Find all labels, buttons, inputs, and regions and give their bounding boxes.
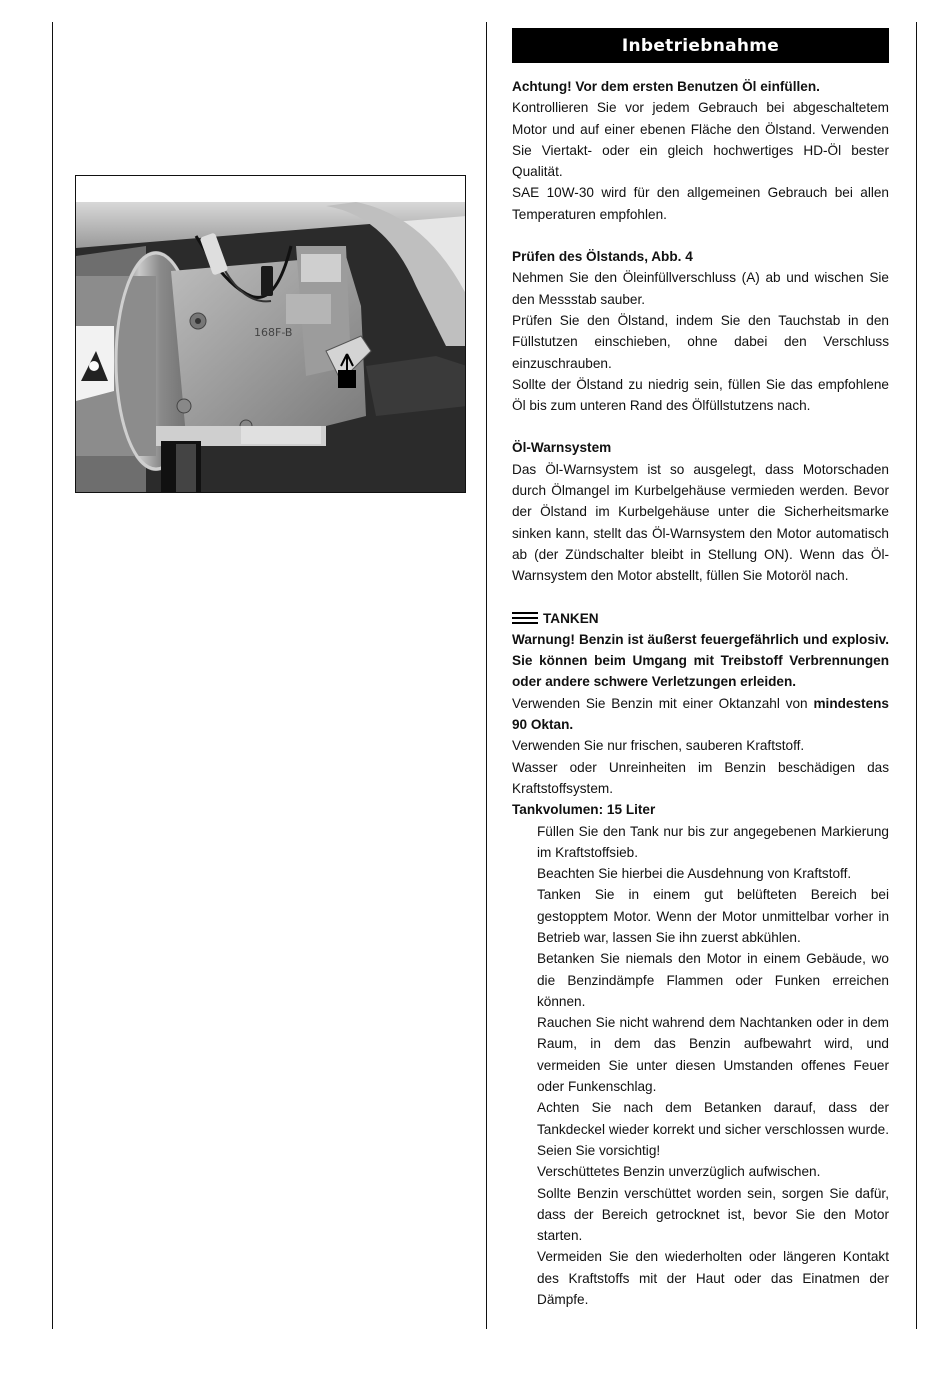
list-item: Sollte Benzin verschüttet worden sein, sorgen Sie dafür, dass der Bereich getrocknet ist, bevor Sie den Motor starten. (537, 1185, 889, 1244)
list-item: Rauchen Sie nicht wahrend dem Nachtanken oder in dem Raum, in dem das Benzin aufbewahrt wird, und vermeiden Sie unter diesen Umstanden offenes Feuer oder Funkenschlag. (537, 1015, 889, 1095)
list-item: Vermeiden Sie den wiederholten oder längeren Kontakt des Kraftstoffs mit der Haut oder das Einatmen der Dämpfe. (537, 1249, 889, 1308)
tank-volume: Tankvolumen: 15 Liter (512, 802, 656, 818)
list-item: Füllen Sie den Tank nur bis zur angegebenen Markierung im Kraftstoffsieb. (537, 823, 889, 860)
octane-text-bold: mindestens 90 Oktan. (512, 695, 889, 733)
engine-marking-text: 168F-B (254, 326, 293, 339)
tanken-list (512, 821, 889, 1311)
list-lines-icon (512, 611, 538, 625)
tanken-heading-row (512, 608, 889, 629)
octane-text (512, 693, 889, 736)
left-margin-rule (52, 22, 53, 1329)
tanken-heading: TANKEN (543, 610, 599, 626)
octane-text-pre: Verwenden Sie Benzin mit einer Oktanzahl von (512, 695, 814, 711)
oil-check-p1: Nehmen Sie den Öleinfüllverschluss (A) ab und wischen Sie den Messstab sauber. (512, 270, 889, 307)
callout-marker-a (338, 370, 356, 388)
oil-warn-heading: Öl-Warnsystem (512, 440, 612, 456)
water-text: Wasser oder Unreinheiten im Benzin beschädigen das Kraftstoffsystem. (512, 759, 889, 796)
list-item: Tanken Sie in einem gut belüfteten Bereich bei gestopptem Motor. Wenn der Motor unmittelbar vorher in Betrieb war, lassen Sie ihn zuerst abkühlen. (537, 887, 889, 945)
oil-warn-text: Das Öl-Warnsystem ist so ausgelegt, dass Motorschaden durch Ölmangel im Kurbelgehäuse vermieden werden. Bevor der Ölstand im Kurbelgehäuse unter die Sicherheitsmarke sinken kann, stellt das Öl-Warnsystem den Motor automatisch ab (der Zündschalter bleibt in Stellung ON). Wenn das Öl-Warnsystem den Motor abstellt, füllen Sie Motoröl nach. (512, 461, 889, 584)
oil-fill-text: Kontrollieren Sie vor jedem Gebrauch bei abgeschaltetem Motor und auf einer ebenen Fläche den Ölstand. Verwenden Sie Viertakt- oder ein gleich hochwertiges HD-Öl bester Qualität. (512, 100, 889, 180)
tanken-warning: Warnung! Benzin ist äußerst feuergefährlich und explosiv. Sie können beim Umgang mit Treibstoff Verbrennungen oder andere schwere Verletzungen erleiden. (512, 631, 889, 690)
list-item: Beachten Sie hierbei die Ausdehnung von Kraftstoff. (537, 866, 852, 882)
right-column (512, 28, 889, 1310)
engine-photo (76, 176, 466, 493)
section-title: Inbetriebnahme (512, 28, 889, 63)
list-item: Achten Sie nach dem Betanken darauf, dass der Tankdeckel wieder korrekt und sicher verschlossen wurde. Seien Sie vorsichtig! (537, 1100, 889, 1158)
list-item: Verschüttetes Benzin unverzüglich aufwischen. (537, 1164, 821, 1180)
right-margin-rule (916, 22, 917, 1329)
oil-check-heading: Prüfen des Ölstands, Abb. 4 (512, 249, 693, 265)
oil-fill-warning: Achtung! Vor dem ersten Benutzen Öl einfüllen. (512, 79, 820, 94)
fresh-fuel-text: Verwenden Sie nur frischen, sauberen Kraftstoff. (512, 738, 805, 754)
engine-photo-figure (75, 175, 466, 493)
oil-check-p3: Sollte der Ölstand zu niedrig sein, füllen Sie das empfohlene Öl bis zum unteren Rand des Ölfüllstutzens nach. (512, 376, 889, 414)
list-item: Betanken Sie niemals den Motor in einem Gebäude, wo die Benzindämpfe Flammen oder Funken erreichen können. (537, 951, 889, 1009)
column-divider-rule (486, 22, 487, 1329)
oil-grade-text: SAE 10W-30 wird für den allgemeinen Gebrauch bei allen Temperaturen empfohlen. (512, 185, 889, 222)
oil-check-p2: Prüfen Sie den Ölstand, indem Sie den Tauchstab in den Füllstutzen einschieben, ohne dabei den Verschluss einzuschrauben. (512, 312, 889, 371)
